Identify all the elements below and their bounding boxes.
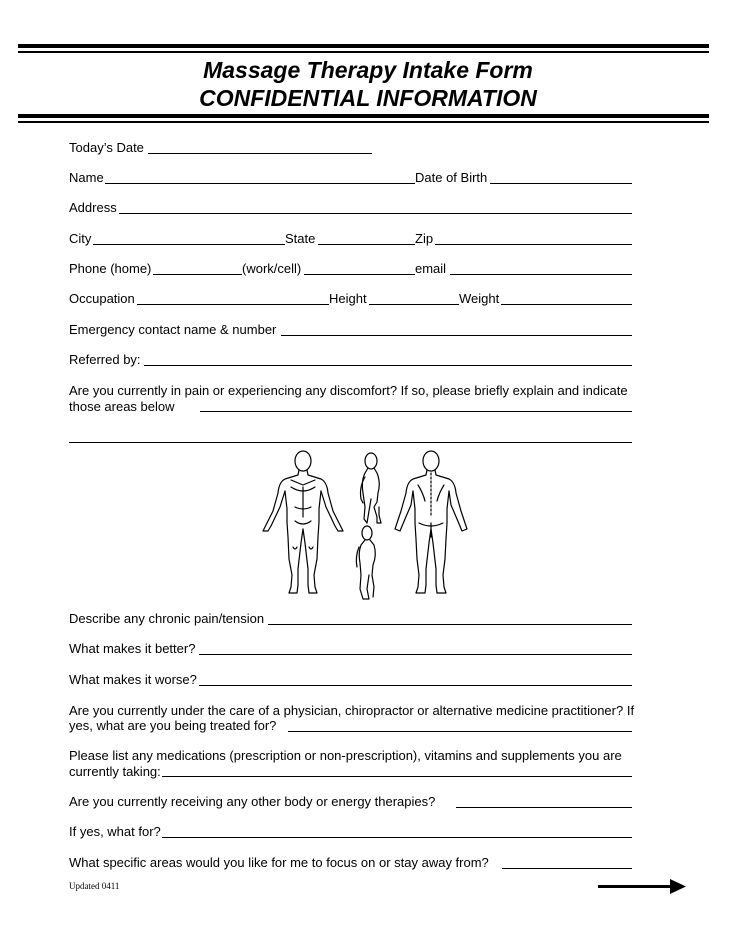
emergency-label: Emergency contact name & number: [69, 322, 277, 337]
referred-line[interactable]: [144, 365, 632, 366]
back-body-figure: [395, 451, 467, 593]
if-yes-line[interactable]: [162, 837, 632, 838]
meds-line[interactable]: [162, 776, 632, 777]
worse-label: What makes it worse?: [69, 672, 197, 687]
city-line[interactable]: [93, 244, 285, 245]
worse-line[interactable]: [199, 685, 632, 686]
dob-line[interactable]: [490, 183, 632, 184]
therapies-line[interactable]: [456, 807, 632, 808]
email-label: email: [415, 261, 447, 276]
email-line[interactable]: [450, 274, 632, 275]
pain-answer-line2[interactable]: [69, 442, 632, 443]
if-yes-label: If yes, what for?: [69, 824, 161, 839]
body-diagram-icon: [255, 447, 475, 607]
chronic-pain-line[interactable]: [268, 624, 632, 625]
phone-work-line[interactable]: [304, 274, 415, 275]
height-label: Height: [329, 291, 367, 306]
side-body-figure-bottom: [356, 526, 375, 599]
height-line[interactable]: [369, 304, 459, 305]
chronic-pain-label: Describe any chronic pain/tension: [69, 611, 265, 626]
referred-label: Referred by:: [69, 352, 141, 367]
weight-line[interactable]: [501, 304, 632, 305]
meds-question-line1: Please list any medications (prescription or non-prescription), vitamins and supplements you are: [69, 748, 622, 763]
pain-answer-line1[interactable]: [200, 411, 632, 412]
pain-question-line1: Are you currently in pain or experiencing any discomfort? If so, please briefly explain and indicate: [69, 383, 628, 398]
updated-note: Updated 0411: [69, 881, 120, 891]
state-line[interactable]: [318, 244, 415, 245]
todays-date-label: Today’s Date: [69, 140, 144, 155]
header-rule-thick: [18, 114, 709, 118]
focus-question: What specific areas would you like for me to focus on or stay away from?: [69, 855, 489, 870]
physician-question-line1: Are you currently under the care of a physician, chiropractor or alternative medicine practitioner? If: [69, 703, 635, 718]
arrow-right-icon[interactable]: [598, 878, 688, 896]
address-label: Address: [69, 200, 117, 215]
todays-date-line[interactable]: [148, 153, 372, 154]
zip-label: Zip: [415, 231, 434, 246]
occupation-label: Occupation: [69, 291, 135, 306]
city-label: City: [69, 231, 92, 246]
address-line[interactable]: [119, 213, 632, 214]
phone-home-line[interactable]: [153, 274, 242, 275]
emergency-line[interactable]: [281, 335, 632, 336]
name-label: Name: [69, 170, 104, 185]
state-label: State: [285, 231, 316, 246]
therapies-question: Are you currently receiving any other body or energy therapies?: [69, 794, 436, 809]
form-title: Massage Therapy Intake Form: [203, 57, 533, 83]
name-line[interactable]: [105, 183, 415, 184]
header-rule-thin: [18, 121, 709, 123]
zip-line[interactable]: [435, 244, 632, 245]
pain-question-line2: those areas below: [69, 399, 175, 414]
phone-work-label: (work/cell): [242, 261, 302, 276]
dob-label: Date of Birth: [415, 170, 488, 185]
occupation-line[interactable]: [137, 304, 329, 305]
form-subtitle: CONFIDENTIAL INFORMATION: [199, 85, 537, 111]
phone-home-label: Phone (home): [69, 261, 152, 276]
front-body-figure: [263, 451, 343, 593]
top-rule-thin: [18, 51, 709, 53]
physician-line[interactable]: [288, 731, 632, 732]
weight-label: Weight: [459, 291, 500, 306]
better-label: What makes it better?: [69, 641, 196, 656]
focus-line[interactable]: [502, 868, 632, 869]
top-rule-thick: [18, 44, 709, 48]
side-body-figure-top: [361, 453, 382, 523]
meds-question-line2: currently taking:: [69, 764, 161, 779]
physician-question-line2: yes, what are you being treated for?: [69, 718, 277, 733]
better-line[interactable]: [199, 654, 632, 655]
